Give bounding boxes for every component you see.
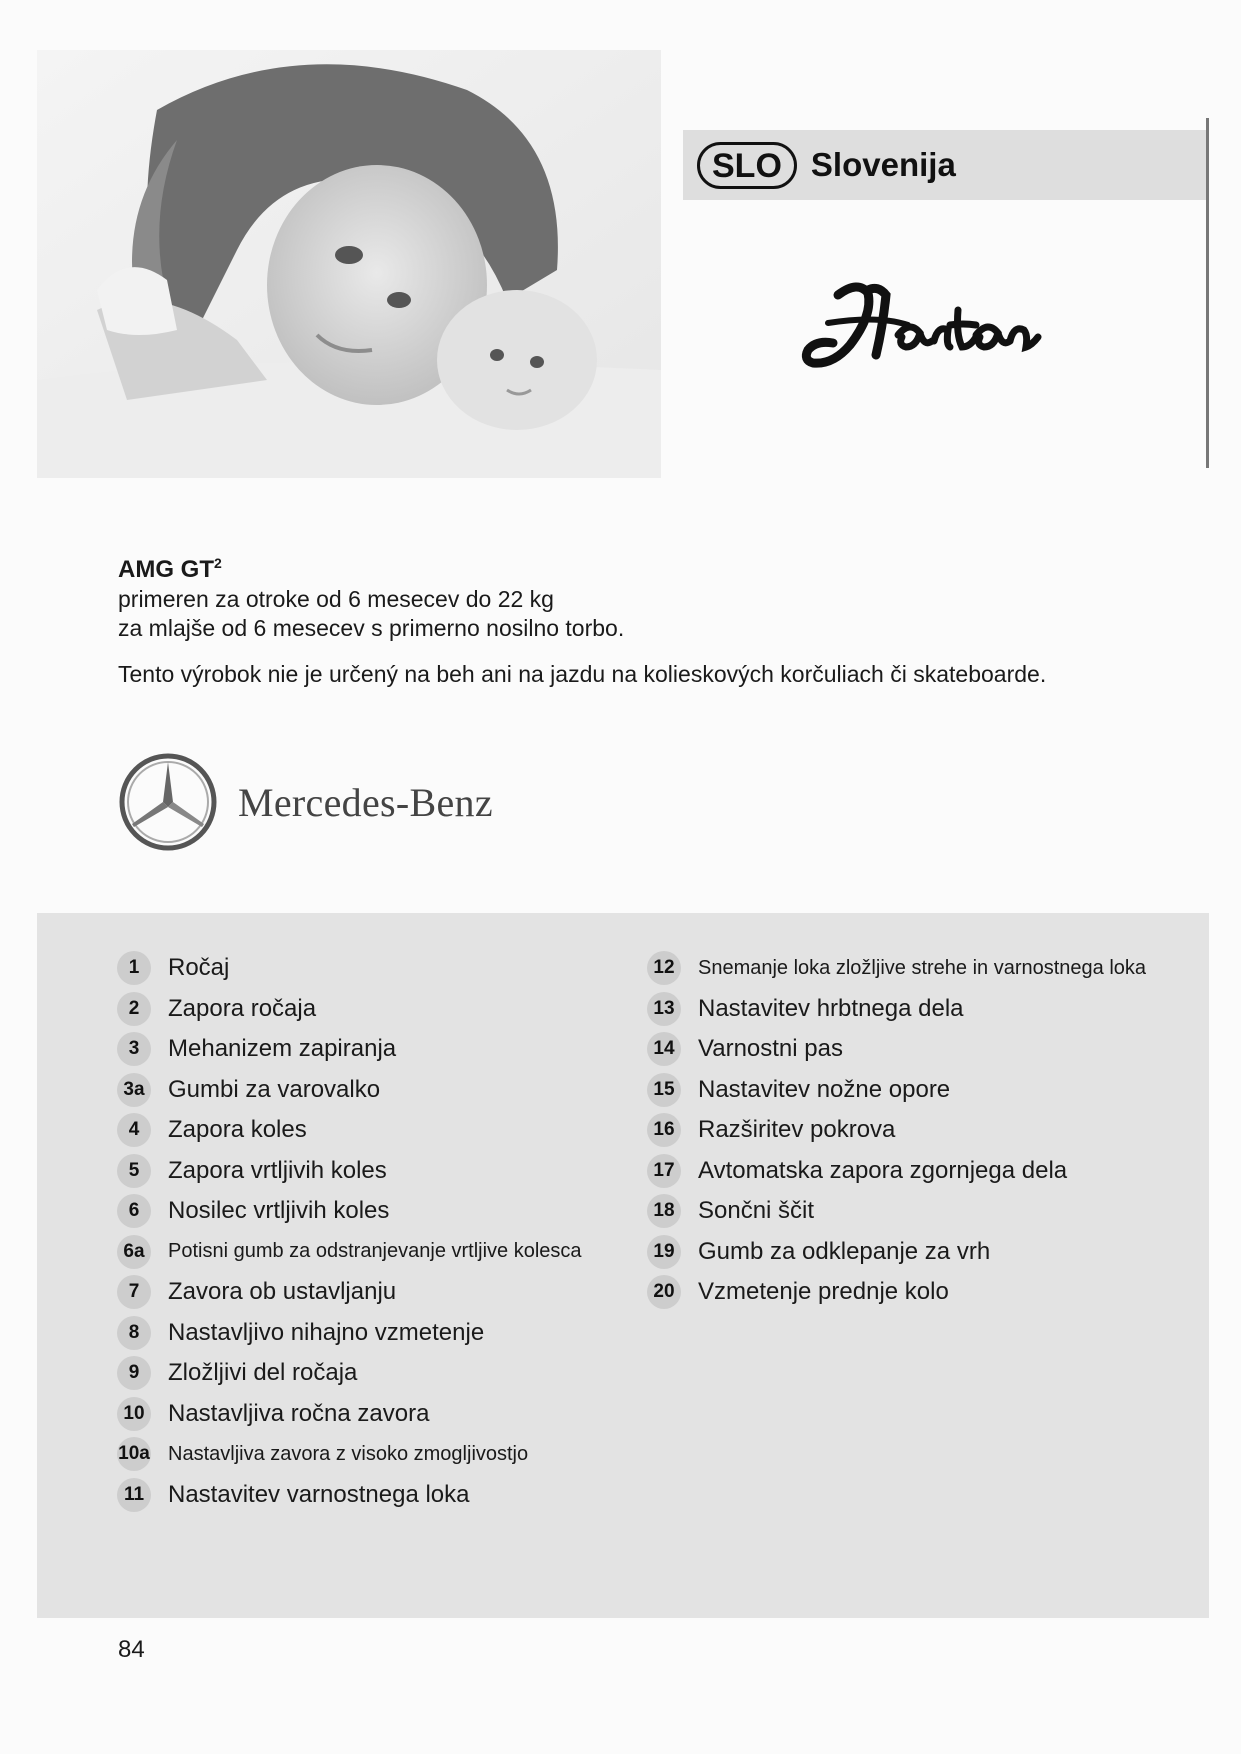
list-item bbox=[647, 1272, 1197, 1313]
list-item bbox=[647, 989, 1197, 1030]
item-number-badge: 4 bbox=[117, 1113, 151, 1147]
age-weight-line: primeren za otroke od 6 mesecev do 22 kg bbox=[118, 586, 554, 612]
language-header bbox=[683, 130, 1208, 200]
item-label: Gumb za odklepanje za vrh bbox=[698, 1237, 991, 1265]
parts-column-right bbox=[647, 948, 1197, 1313]
item-number-badge: 5 bbox=[117, 1154, 151, 1188]
list-item bbox=[117, 1232, 652, 1273]
item-number-badge: 6a bbox=[117, 1235, 151, 1269]
item-label: Nastavljiva ročna zavora bbox=[168, 1399, 430, 1427]
item-label: Razširitev pokrova bbox=[698, 1116, 896, 1144]
item-number-badge: 12 bbox=[647, 951, 681, 985]
list-item bbox=[117, 1353, 652, 1394]
page-edge-line bbox=[1206, 118, 1209, 468]
item-label: Nastavitev nožne opore bbox=[698, 1075, 951, 1103]
item-label: Zapora koles bbox=[168, 1116, 307, 1144]
item-number-badge: 3 bbox=[117, 1032, 151, 1066]
language-name: Slovenija bbox=[810, 146, 956, 183]
item-number-badge: 9 bbox=[117, 1356, 151, 1390]
item-number-badge: 8 bbox=[117, 1316, 151, 1350]
list-item bbox=[647, 1070, 1197, 1111]
item-label: Zapora vrtljivih koles bbox=[168, 1156, 387, 1184]
list-item bbox=[117, 1272, 652, 1313]
list-item bbox=[117, 1475, 652, 1516]
list-item bbox=[117, 1029, 652, 1070]
list-item bbox=[647, 948, 1197, 989]
list-item bbox=[647, 1151, 1197, 1192]
list-item bbox=[647, 1232, 1197, 1273]
mercedes-star-icon bbox=[118, 752, 218, 852]
language-code-badge: SLO bbox=[697, 142, 797, 189]
mercedes-benz-logo bbox=[118, 752, 493, 852]
usage-notice: Tento výrobok nie je určený na beh ani na jazdu na kolieskových korčuliach či skateboarde. bbox=[118, 661, 1047, 687]
model-name: AMG $GT^2$ bbox=[118, 555, 222, 583]
item-label: Nastavitev varnostnega loka bbox=[168, 1480, 470, 1508]
hartan-logo bbox=[798, 275, 1058, 375]
item-number-badge: 18 bbox=[647, 1194, 681, 1228]
list-item bbox=[647, 1191, 1197, 1232]
item-label: Ročaj bbox=[168, 954, 230, 982]
item-number-badge: 20 bbox=[647, 1275, 681, 1309]
item-number-badge: 17 bbox=[647, 1154, 681, 1188]
item-number-badge: 10a bbox=[117, 1437, 151, 1471]
item-label: Gumbi za varovalko bbox=[168, 1075, 381, 1103]
item-label: Sončni ščit bbox=[698, 1197, 815, 1225]
item-label: Nastavljiva zavora z visoko zmogljivostjo bbox=[168, 1442, 529, 1465]
item-number-badge: 19 bbox=[647, 1235, 681, 1269]
list-item bbox=[647, 1029, 1197, 1070]
mercedes-benz-wordmark: Mercedes-Benz bbox=[238, 779, 493, 825]
list-item bbox=[117, 1434, 652, 1475]
parts-column-left bbox=[117, 948, 652, 1515]
item-number-badge: 15 bbox=[647, 1073, 681, 1107]
list-item bbox=[117, 1394, 652, 1435]
item-number-badge: 1 bbox=[117, 951, 151, 985]
item-number-badge: 13 bbox=[647, 992, 681, 1026]
item-label: Vzmetenje prednje kolo bbox=[698, 1278, 949, 1306]
carrycot-line: za mlajše od 6 mesecev s primerno nosilno torbo. bbox=[118, 615, 625, 641]
item-label: Zložljivi del ročaja bbox=[168, 1359, 358, 1387]
list-item bbox=[117, 948, 652, 989]
item-number-badge: 11 bbox=[117, 1478, 151, 1512]
list-item bbox=[117, 1313, 652, 1354]
item-number-badge: 2 bbox=[117, 992, 151, 1026]
item-label: Avtomatska zapora zgornjega dela bbox=[698, 1156, 1068, 1184]
list-item bbox=[117, 1070, 652, 1111]
item-number-badge: 16 bbox=[647, 1113, 681, 1147]
model-superscript: 2 bbox=[214, 555, 222, 571]
parts-legend bbox=[37, 913, 1209, 1618]
item-label: Mehanizem zapiranja bbox=[168, 1035, 397, 1063]
list-item bbox=[117, 1110, 652, 1151]
item-label: Varnostni pas bbox=[698, 1035, 843, 1063]
list-item bbox=[647, 1110, 1197, 1151]
list-item bbox=[117, 1191, 652, 1232]
item-number-badge: 3a bbox=[117, 1073, 151, 1107]
item-label: Snemanje loka zložljive strehe in varnostnega loka bbox=[698, 956, 1147, 979]
item-number-badge: 14 bbox=[647, 1032, 681, 1066]
page-number: 84 bbox=[118, 1636, 145, 1663]
item-label: Nastavitev hrbtnega dela bbox=[698, 994, 964, 1022]
list-item bbox=[117, 1151, 652, 1192]
item-number-badge: 6 bbox=[117, 1194, 151, 1228]
item-label: Nastavljivo nihajno vzmetenje bbox=[168, 1318, 485, 1346]
list-item bbox=[117, 989, 652, 1030]
item-label: Nosilec vrtljivih koles bbox=[168, 1197, 390, 1225]
product-intro bbox=[118, 548, 1178, 643]
item-label: Potisni gumb za odstranjevanje vrtljive kolesca bbox=[168, 1240, 582, 1263]
item-number-badge: 10 bbox=[117, 1397, 151, 1431]
mother-baby-photo bbox=[37, 50, 661, 478]
item-number-badge: 7 bbox=[117, 1275, 151, 1309]
item-label: Zapora ročaja bbox=[168, 994, 317, 1022]
item-label: Zavora ob ustavljanju bbox=[168, 1278, 397, 1306]
